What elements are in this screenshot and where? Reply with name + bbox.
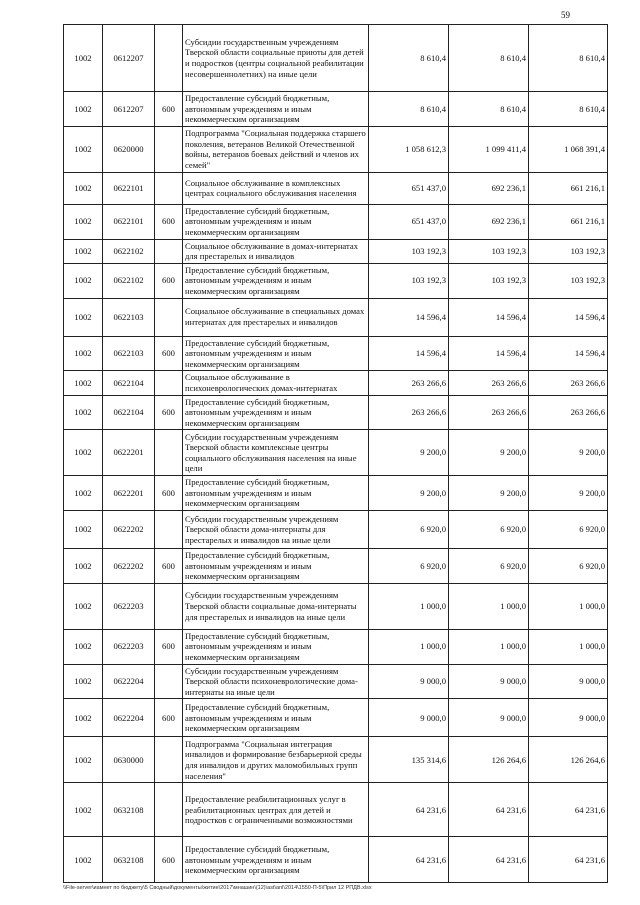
amount-cell-2: 14 596,4 [449, 298, 529, 336]
amount-cell-2: 103 192,3 [449, 239, 529, 263]
target-article-cell: 0620000 [103, 126, 155, 172]
target-article-cell: 0622202 [103, 549, 155, 584]
item-name-cell: Предоставление реабилитационных услуг в реабилитационных центрах для детей и подростков с ограниченными возможностями [183, 783, 369, 837]
section-code-cell: 1002 [64, 298, 103, 336]
item-name-cell: Субсидии государственным учреждениям Тверской области социальные дома-интернаты для престарелых и инвалидов на иные цели [183, 583, 369, 629]
amount-cell-3: 9 200,0 [529, 476, 608, 511]
amount-cell-3: 661 216,1 [529, 204, 608, 239]
amount-cell-1: 9 000,0 [369, 699, 449, 737]
target-article-cell: 0622101 [103, 172, 155, 204]
target-article-cell: 0612207 [103, 25, 155, 92]
amount-cell-3: 6 920,0 [529, 511, 608, 549]
table-row [64, 204, 608, 239]
section-code-cell: 1002 [64, 336, 103, 371]
target-article-cell: 0622104 [103, 395, 155, 430]
amount-cell-3: 263 266,6 [529, 395, 608, 430]
expense-type-cell [155, 371, 183, 395]
amount-cell-2: 64 231,6 [449, 837, 529, 883]
amount-cell-3: 8 610,4 [529, 25, 608, 92]
amount-cell-2: 6 920,0 [449, 511, 529, 549]
target-article-cell: 0622101 [103, 204, 155, 239]
table-row [64, 476, 608, 511]
item-name-cell: Субсидии государственным учреждениям Тверской области комплексные центры социального обслуживания населения на иные цели [183, 430, 369, 476]
target-article-cell: 0622103 [103, 336, 155, 371]
table-row [64, 25, 608, 92]
expense-type-cell: 600 [155, 837, 183, 883]
section-code-cell: 1002 [64, 430, 103, 476]
amount-cell-1: 1 000,0 [369, 629, 449, 664]
amount-cell-3: 14 596,4 [529, 298, 608, 336]
target-article-cell: 0622204 [103, 699, 155, 737]
target-article-cell: 0622104 [103, 371, 155, 395]
amount-cell-1: 1 000,0 [369, 583, 449, 629]
item-name-cell: Предоставление субсидий бюджетным, автономным учреждениям и иным некоммерческим организациям [183, 476, 369, 511]
item-name-cell: Субсидии государственным учреждениям Тверской области психоневрологические дома-интернаты на иные цели [183, 664, 369, 699]
expense-type-cell [155, 239, 183, 263]
table-row [64, 430, 608, 476]
amount-cell-3: 9 200,0 [529, 430, 608, 476]
table-row [64, 172, 608, 204]
expense-type-cell [155, 172, 183, 204]
target-article-cell: 0622102 [103, 239, 155, 263]
target-article-cell: 0622201 [103, 476, 155, 511]
amount-cell-1: 1 058 612,3 [369, 126, 449, 172]
amount-cell-2: 9 200,0 [449, 476, 529, 511]
table-row [64, 395, 608, 430]
item-name-cell: Предоставление субсидий бюджетным, автономным учреждениям и иным некоммерческим организациям [183, 549, 369, 584]
amount-cell-1: 263 266,6 [369, 371, 449, 395]
section-code-cell: 1002 [64, 204, 103, 239]
item-name-cell: Субсидии государственным учреждениям Тверской области дома-интернаты для престарелых и инвалидов на иные цели [183, 511, 369, 549]
section-code-cell: 1002 [64, 699, 103, 737]
section-code-cell: 1002 [64, 511, 103, 549]
section-code-cell: 1002 [64, 92, 103, 127]
item-name-cell: Подпрограмма "Социальная поддержка старшего поколения, ветеранов Великой Отечественной войны, ветеранов боевых действий и членов их семей" [183, 126, 369, 172]
amount-cell-1: 263 266,6 [369, 395, 449, 430]
expense-type-cell: 600 [155, 263, 183, 298]
amount-cell-1: 6 920,0 [369, 549, 449, 584]
section-code-cell: 1002 [64, 263, 103, 298]
amount-cell-3: 126 264,6 [529, 737, 608, 783]
amount-cell-2: 9 000,0 [449, 699, 529, 737]
amount-cell-1: 8 610,4 [369, 25, 449, 92]
expense-type-cell: 600 [155, 629, 183, 664]
target-article-cell: 0632108 [103, 783, 155, 837]
amount-cell-3: 9 000,0 [529, 699, 608, 737]
target-article-cell: 0622203 [103, 583, 155, 629]
amount-cell-1: 6 920,0 [369, 511, 449, 549]
expense-type-cell: 600 [155, 476, 183, 511]
expense-type-cell [155, 298, 183, 336]
amount-cell-2: 9 000,0 [449, 664, 529, 699]
section-code-cell: 1002 [64, 126, 103, 172]
amount-cell-1: 9 000,0 [369, 664, 449, 699]
amount-cell-1: 64 231,6 [369, 837, 449, 883]
amount-cell-3: 8 610,4 [529, 92, 608, 127]
amount-cell-3: 1 000,0 [529, 583, 608, 629]
item-name-cell: Предоставление субсидий бюджетным, автономным учреждениям и иным некоммерческим организациям [183, 204, 369, 239]
target-article-cell: 0630000 [103, 737, 155, 783]
item-name-cell: Социальное обслуживание в домах-интернатах для престарелых и инвалидов [183, 239, 369, 263]
expense-type-cell [155, 25, 183, 92]
amount-cell-2: 126 264,6 [449, 737, 529, 783]
section-code-cell: 1002 [64, 783, 103, 837]
table-row [64, 549, 608, 584]
amount-cell-2: 1 000,0 [449, 583, 529, 629]
target-article-cell: 0612207 [103, 92, 155, 127]
amount-cell-1: 651 437,0 [369, 172, 449, 204]
amount-cell-1: 64 231,6 [369, 783, 449, 837]
amount-cell-2: 9 200,0 [449, 430, 529, 476]
table-row [64, 126, 608, 172]
amount-cell-3: 661 216,1 [529, 172, 608, 204]
amount-cell-1: 9 200,0 [369, 430, 449, 476]
section-code-cell: 1002 [64, 737, 103, 783]
item-name-cell: Подпрограмма "Социальная интеграция инвалидов и формирование безбарьерной среды для инвалидов и других маломобильных групп населения" [183, 737, 369, 783]
page-number: 59 [561, 10, 570, 20]
item-name-cell: Социальное обслуживание в специальных домах интернатах для престарелых и инвалидов [183, 298, 369, 336]
section-code-cell: 1002 [64, 371, 103, 395]
amount-cell-1: 135 314,6 [369, 737, 449, 783]
amount-cell-2: 14 596,4 [449, 336, 529, 371]
section-code-cell: 1002 [64, 172, 103, 204]
amount-cell-2: 1 000,0 [449, 629, 529, 664]
item-name-cell: Социальное обслуживание в комплексных центрах социального обслуживания населения [183, 172, 369, 204]
expense-type-cell: 600 [155, 549, 183, 584]
table-row [64, 699, 608, 737]
amount-cell-2: 6 920,0 [449, 549, 529, 584]
target-article-cell: 0622103 [103, 298, 155, 336]
table-row [64, 837, 608, 883]
amount-cell-1: 103 192,3 [369, 263, 449, 298]
table-row [64, 92, 608, 127]
expense-type-cell [155, 511, 183, 549]
file-path-footer: \\File-server\иамнет по бюджету\5 Сводный\документы\житие\2017\мнашин\(12)\ast\аnl\2014\1550-П-5\Прил 12 РПДВ.xlsx [63, 885, 372, 891]
expense-type-cell: 600 [155, 395, 183, 430]
table-row [64, 737, 608, 783]
item-name-cell: Предоставление субсидий бюджетным, автономным учреждениям и иным некоммерческим организациям [183, 837, 369, 883]
item-name-cell: Предоставление субсидий бюджетным, автономным учреждениям и иным некоммерческим организациям [183, 336, 369, 371]
item-name-cell: Социальное обслуживание в психоневрологических домах-интернатах [183, 371, 369, 395]
expense-type-cell [155, 783, 183, 837]
table-row [64, 336, 608, 371]
expense-type-cell: 600 [155, 92, 183, 127]
section-code-cell: 1002 [64, 549, 103, 584]
target-article-cell: 0622202 [103, 511, 155, 549]
section-code-cell: 1002 [64, 583, 103, 629]
expense-type-cell: 600 [155, 204, 183, 239]
table-row [64, 298, 608, 336]
amount-cell-2: 8 610,4 [449, 25, 529, 92]
amount-cell-2: 263 266,6 [449, 371, 529, 395]
amount-cell-2: 103 192,3 [449, 263, 529, 298]
amount-cell-2: 8 610,4 [449, 92, 529, 127]
amount-cell-1: 651 437,0 [369, 204, 449, 239]
amount-cell-2: 263 266,6 [449, 395, 529, 430]
item-name-cell: Предоставление субсидий бюджетным, автономным учреждениям и иным некоммерческим организациям [183, 92, 369, 127]
section-code-cell: 1002 [64, 476, 103, 511]
amount-cell-1: 14 596,4 [369, 336, 449, 371]
amount-cell-2: 64 231,6 [449, 783, 529, 837]
expense-type-cell: 600 [155, 699, 183, 737]
item-name-cell: Предоставление субсидий бюджетным, автономным учреждениям и иным некоммерческим организациям [183, 395, 369, 430]
item-name-cell: Предоставление субсидий бюджетным, автономным учреждениям и иным некоммерческим организациям [183, 629, 369, 664]
table-row [64, 239, 608, 263]
table-row [64, 664, 608, 699]
target-article-cell: 0622203 [103, 629, 155, 664]
table-row [64, 371, 608, 395]
table-row [64, 583, 608, 629]
section-code-cell: 1002 [64, 664, 103, 699]
item-name-cell: Субсидии государственным учреждениям Тверской области социальные приюты для детей и подростков (центры социальной реабилитации несовершеннолетних) на иные цели [183, 25, 369, 92]
amount-cell-3: 1 068 391,4 [529, 126, 608, 172]
table-row [64, 511, 608, 549]
amount-cell-3: 9 000,0 [529, 664, 608, 699]
expense-type-cell [155, 430, 183, 476]
table-body [64, 25, 608, 883]
item-name-cell: Предоставление субсидий бюджетным, автономным учреждениям и иным некоммерческим организациям [183, 263, 369, 298]
budget-table [63, 24, 608, 883]
expense-type-cell [155, 126, 183, 172]
target-article-cell: 0622204 [103, 664, 155, 699]
amount-cell-3: 1 000,0 [529, 629, 608, 664]
expense-type-cell [155, 664, 183, 699]
amount-cell-1: 14 596,4 [369, 298, 449, 336]
amount-cell-3: 64 231,6 [529, 837, 608, 883]
amount-cell-2: 692 236,1 [449, 204, 529, 239]
table-row [64, 629, 608, 664]
amount-cell-3: 103 192,3 [529, 263, 608, 298]
expense-type-cell [155, 737, 183, 783]
table-row [64, 783, 608, 837]
section-code-cell: 1002 [64, 837, 103, 883]
amount-cell-3: 263 266,6 [529, 371, 608, 395]
table-row [64, 263, 608, 298]
amount-cell-1: 9 200,0 [369, 476, 449, 511]
section-code-cell: 1002 [64, 239, 103, 263]
amount-cell-1: 8 610,4 [369, 92, 449, 127]
amount-cell-3: 103 192,3 [529, 239, 608, 263]
amount-cell-3: 14 596,4 [529, 336, 608, 371]
expense-type-cell: 600 [155, 336, 183, 371]
amount-cell-3: 64 231,6 [529, 783, 608, 837]
target-article-cell: 0622201 [103, 430, 155, 476]
section-code-cell: 1002 [64, 395, 103, 430]
amount-cell-3: 6 920,0 [529, 549, 608, 584]
target-article-cell: 0632108 [103, 837, 155, 883]
amount-cell-2: 692 236,1 [449, 172, 529, 204]
amount-cell-2: 1 099 411,4 [449, 126, 529, 172]
amount-cell-1: 103 192,3 [369, 239, 449, 263]
section-code-cell: 1002 [64, 25, 103, 92]
expense-type-cell [155, 583, 183, 629]
target-article-cell: 0622102 [103, 263, 155, 298]
item-name-cell: Предоставление субсидий бюджетным, автономным учреждениям и иным некоммерческим организациям [183, 699, 369, 737]
section-code-cell: 1002 [64, 629, 103, 664]
